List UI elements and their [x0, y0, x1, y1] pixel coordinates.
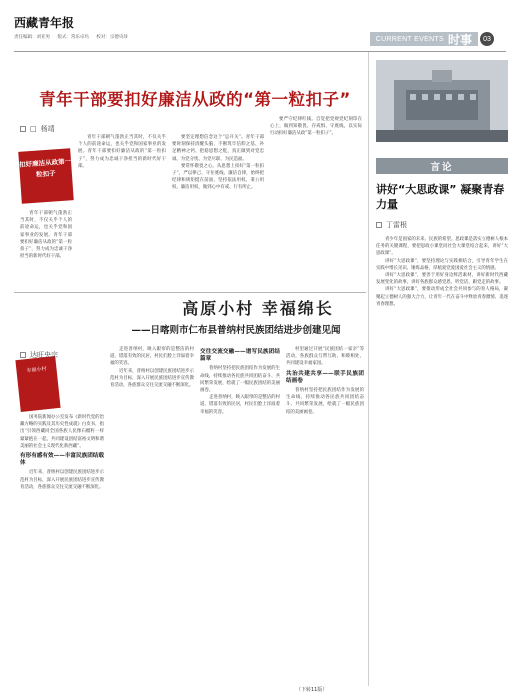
article2-paragraph: 普纳村坚持把民族团结作为发展的生命线，持续推动各民族共同团结奋斗、共同繁荣发展，绘就了一幅民族团结的美丽画卷。 — [286, 388, 364, 415]
opinion-headline: 讲好“大思政课” 凝聚青春力量 — [376, 183, 505, 211]
article1-paragraph: 要坚定理想信念这个“总开关”。青年干部要时刻保持清醒头脑，不断筑牢信仰之基、补足精神之钙、把稳思想之舵，真正做到对党忠诚、为党分忧、为党尽职、为民造福。 — [172, 135, 264, 162]
article1-headline: 青年干部要扣好廉洁从政的“第一粒扣子” — [39, 90, 351, 109]
article-divider — [14, 292, 366, 293]
opinion-column — [376, 60, 508, 688]
article1-paragraph: 青年干部朝气蓬勃正当其时，不仅关乎个人的前途命运，也关乎党和国家事业的发展。青年干部要扣好廉洁从政的“第一粒扣子”，努力成为忠诚干净担当的新时代好干部。 — [78, 135, 166, 169]
opinion-paragraph: 讲好“大思政课”，要推动形成全社会共同参与的育人格局，凝聚起立德树人的强大合力，让青年一代在奋斗中释放青春激情、追逐青春理想。 — [376, 287, 508, 307]
proof-credit: 校对：宗德央珍 — [96, 35, 128, 40]
credits — [14, 34, 134, 40]
article1-paragraph: 青年干部朝气蓬勃正当其时，不仅关乎个人的前途命运，也关乎党和国家事业的发展。青年干部要扣好廉洁从政的“第一粒扣子”，努力成为忠诚干净担当的新时代好干部。 — [20, 211, 72, 260]
column-divider — [368, 52, 369, 686]
article2-stamp: 幸福小村 — [15, 356, 60, 412]
byline-square-icon — [20, 352, 26, 358]
article2-paragraph: 村里通过开展“民族团结一家亲”等活动，各族群众互帮互助、和睦相处，共同建设幸福家园。 — [286, 347, 364, 367]
newspaper-name: 西藏青年报 — [14, 16, 75, 30]
article2-byline — [20, 350, 58, 360]
continued-note: （下转11版） — [296, 687, 328, 693]
article2-col2 — [110, 346, 194, 686]
article1-paragraph: 要常怀敬畏之心。从思想上扣好“第一粒扣子”，严以律己、守住底线、廉洁自律，始终把纪律和规矩挺在前面，坚持依法用权、秉公用权、廉洁用权，做到心中有戒、行有所止。 — [172, 163, 264, 191]
article1-col1 — [78, 134, 166, 284]
article1-col3 — [270, 116, 362, 286]
opinion-photo — [376, 60, 508, 142]
article2-subhead: 有形有感有效——丰富民族团结载体 — [20, 453, 104, 467]
article1-paragraph: 要严守纪律红线。自觉把党规党纪刻印在心上，做到知敬畏、存戒惧、守底线，以实际行动扣好廉洁从政“第一粒扣子”。 — [270, 117, 362, 137]
article1-col2 — [172, 134, 264, 284]
layout-credit: 版式：常乐卓玛 — [57, 35, 89, 40]
building-photo-image — [376, 60, 508, 142]
article2-paragraph: 国务院新闻办公室发布《新时代党的治藏方略的实践及其历史性成就》白皮书，指出“引领西藏同全国各族人民像石榴籽一样紧紧抱在一起，共同建设团结富裕文明和谐美丽的社会主义现代化新西藏”。 — [20, 415, 104, 449]
section-tag — [370, 32, 478, 46]
opinion-paragraph: 讲好“大思政课”，要坚持理论与实践相结合，引导青年学生在实践中增长见识、锤炼品格，厚植爱党爱国爱社会主义的情感。 — [376, 258, 508, 271]
article1-stamp: 扣好廉洁从政第一粒扣子 — [18, 148, 74, 204]
byline-square-icon — [20, 126, 26, 132]
article2-subhead: 交往交流交融——谱写民族团结篇章 — [200, 349, 280, 363]
article2-col1 — [20, 414, 104, 686]
article1-byline: □ 杨靖 — [20, 124, 55, 134]
article2-subtitle: ——日喀则市仁布县普纳村民族团结进步创建见闻 — [131, 325, 341, 336]
article2-paragraph: 近年来，普纳村以创建民族团结进步示范村为目标，深入开展民族团结进步宣传教育活动，各族群众交往交流交融不断深化。 — [20, 470, 104, 490]
article2-author: 达旺央宗 — [30, 351, 58, 359]
opinion-byline — [376, 220, 407, 230]
article2-paragraph: 近年来，普纳村以创建民族团结进步示范村为目标，深入开展民族团结进步宣传教育活动，各族群众交往交流交融不断深化。 — [110, 368, 194, 389]
article2-col3 — [200, 346, 280, 686]
opinion-body — [376, 236, 508, 700]
opinion-paragraph: 讲好“大思政课”，要善于用好身边鲜活素材，讲好新时代西藏发展变化的故事，讲好各族群众感党恩、听党话、跟党走的故事。 — [376, 273, 508, 286]
article2-paragraph: 走进普纳村，映入眼帘的是整洁的村道、错落有致的民居，村民们脸上洋溢着幸福的笑容。 — [200, 395, 280, 415]
article1-col0 — [20, 210, 72, 286]
opinion-paragraph: 青少年是国家的未来、民族的希望。思政课是落实立德树人根本任务的关键课程，要把思政小课堂同社会大课堂结合起来，讲好“大思政课”。 — [376, 237, 508, 257]
masthead — [14, 10, 506, 52]
opinion-author: 丁雷根 — [386, 221, 407, 229]
article2-paragraph: 普纳村坚持把民族团结作为发展的生命线，持续推动各民族共同团结奋斗、共同繁荣发展，绘就了一幅民族团结的美丽画卷。 — [200, 366, 280, 394]
section-cn: 时事 — [447, 32, 472, 47]
section-en: CURRENT EVENTS — [375, 35, 444, 43]
byline-square-icon — [376, 222, 382, 228]
page-number: 03 — [480, 32, 494, 46]
article2-paragraph: 走进普纳村，映入眼帘的是整洁的村道、错落有致的民居，村民们脸上洋溢着幸福的笑容。 — [110, 347, 194, 367]
opinion-label: 言论 — [376, 158, 508, 174]
article2-col4 — [286, 346, 364, 678]
article2-subhead: 共治共建共享——联手民族团结画卷 — [286, 370, 364, 384]
article2-headline: 高原小村 幸福绵长 — [182, 299, 334, 318]
article1-author: 杨靖 — [40, 125, 55, 133]
editor-credit: 责任编辑：刘亚男 — [14, 35, 50, 40]
